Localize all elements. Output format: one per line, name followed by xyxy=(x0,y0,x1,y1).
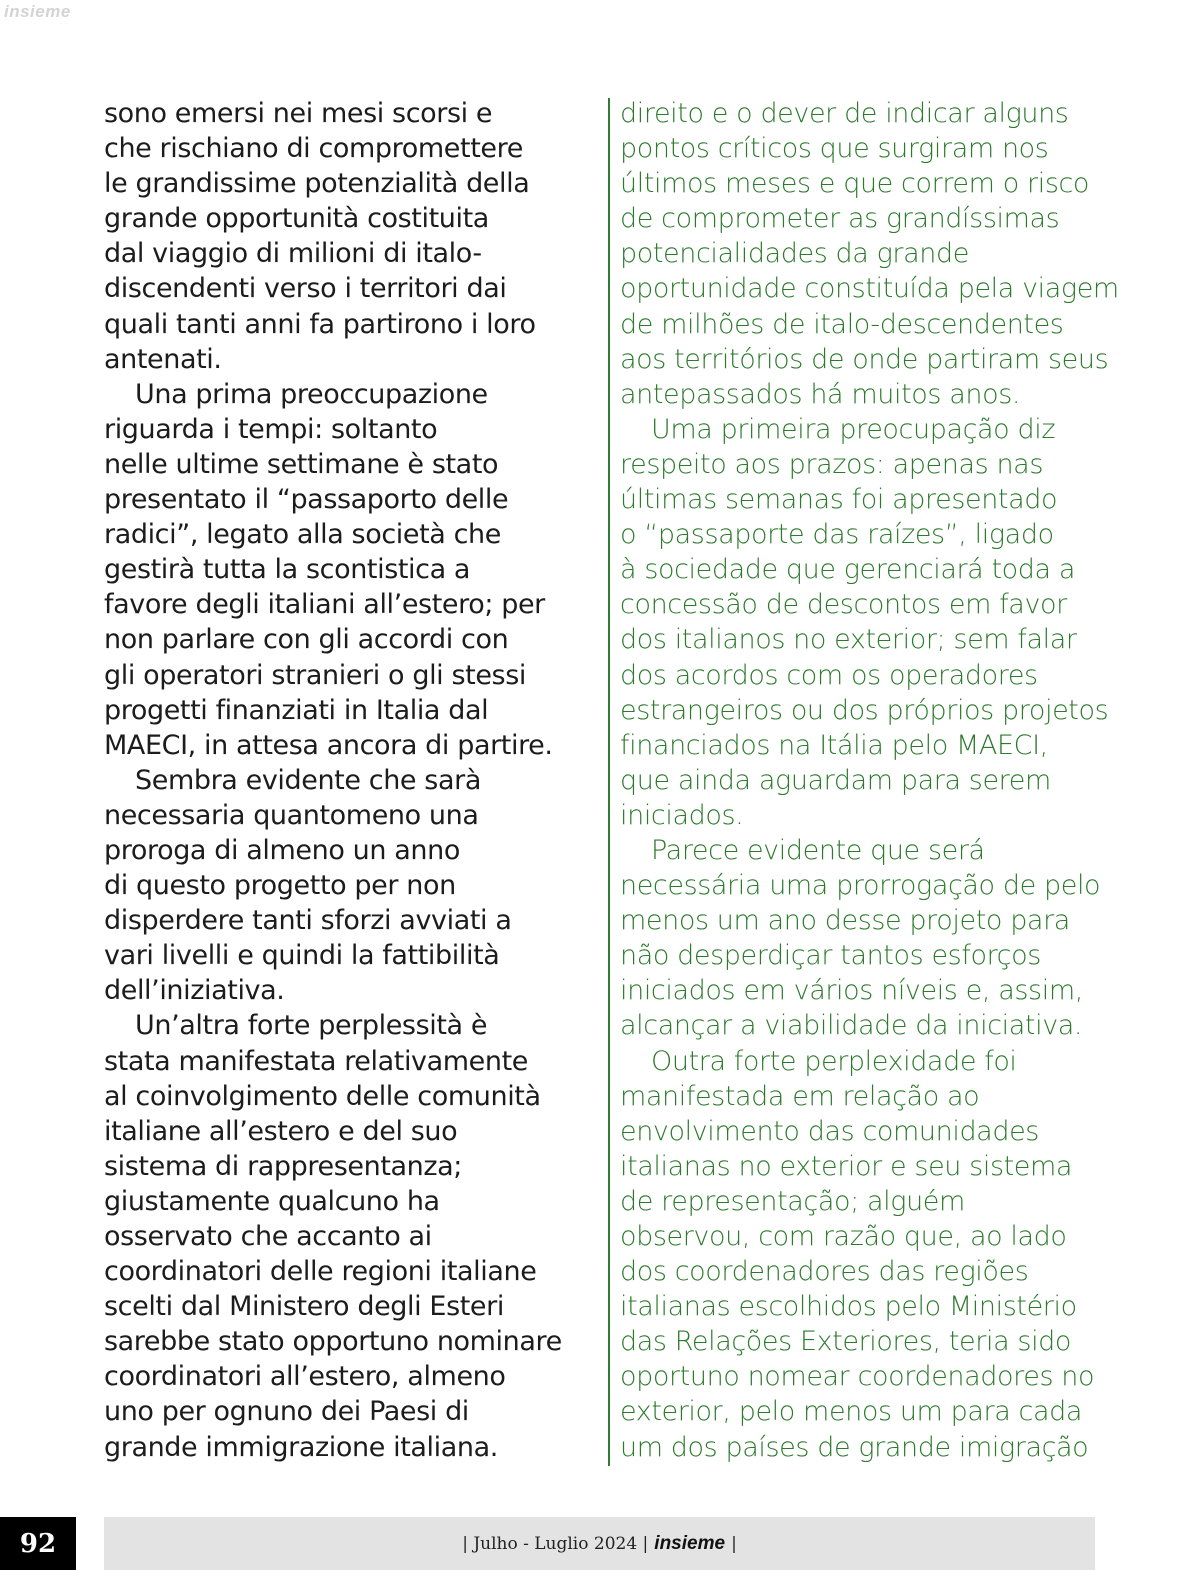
text-line: últimas semanas foi apresentado xyxy=(620,484,1058,516)
text-line: últimos meses e que correm o risco xyxy=(620,168,1090,200)
text-line: alcançar a viabilidade da iniciativa. xyxy=(620,1010,1083,1042)
paragraph-start-line: Un’altra forte perplessità è xyxy=(135,1010,488,1042)
text-line: exterior, pelo menos um para cada xyxy=(620,1396,1083,1428)
text-line: iniciados. xyxy=(620,799,744,831)
text-line: à sociedade que gerenciará toda a xyxy=(620,554,1076,586)
text-line: giustamente qualcuno ha xyxy=(104,1185,440,1217)
text-line: quali tanti anni fa partirono i loro xyxy=(104,308,536,340)
paragraph-start-line: Sembra evidente che sarà xyxy=(135,764,481,796)
footer-bar xyxy=(104,1517,1095,1570)
text-line: al coinvolgimento delle comunità xyxy=(104,1080,541,1112)
text-line: le grandissime potenzialità della xyxy=(104,168,530,200)
text-line: italianas no exterior e seu sistema xyxy=(620,1150,1073,1182)
text-line: vari livelli e quindi la fattibilità xyxy=(104,940,500,972)
text-line: direito e o dever de indicar alguns xyxy=(620,98,1069,129)
text-line: presentato il “passaporto delle xyxy=(104,484,509,516)
text-line: o “passaporte das raízes”, ligado xyxy=(620,519,1054,551)
text-line: manifestada em relação ao xyxy=(620,1080,980,1112)
text-line: dos coordenadores das regiões xyxy=(620,1256,1029,1288)
text-line: italianas escolhidos pelo Ministério xyxy=(620,1291,1077,1323)
text-line: respeito aos prazos: apenas nas xyxy=(620,448,1043,480)
text-line: che rischiano di compromettere xyxy=(104,133,523,165)
text-line: italiane all’estero e del suo xyxy=(104,1115,458,1147)
text-line: coordinatori all’estero, almeno xyxy=(104,1361,506,1393)
text-line: dell’iniziativa. xyxy=(104,975,285,1007)
text-line: sarebbe stato opportuno nominare xyxy=(104,1326,562,1358)
text-line: das Relações Exteriores, teria sido xyxy=(620,1326,1072,1358)
paragraph-start-line: Parece evidente que será xyxy=(651,834,985,866)
text-line: progetti finanziati in Italia dal xyxy=(104,694,489,726)
paragraph-start-line: Una prima preoccupazione xyxy=(135,378,488,410)
text-line: uno per ognuno dei Paesi di xyxy=(104,1396,469,1428)
text-line: riguarda i tempi: soltanto xyxy=(104,413,438,445)
text-line: envolvimento das comunidades xyxy=(620,1115,1039,1147)
paragraph-start-line: Outra forte perplexidade foi xyxy=(651,1045,1017,1077)
text-line: de representação; alguém xyxy=(620,1185,965,1217)
text-line: proroga di almeno un anno xyxy=(104,834,460,866)
text-line: que ainda aguardam para serem xyxy=(620,764,1051,796)
text-line: gli operatori stranieri o gli stessi xyxy=(104,659,526,691)
text-line: financiados na Itália pelo MAECI, xyxy=(620,729,1048,761)
watermark-logo: insieme xyxy=(4,2,71,21)
text-line: de comprometer as grandíssimas xyxy=(620,203,1060,235)
text-line: observou, com razão que, ao lado xyxy=(620,1221,1067,1252)
brand-logo: insieme xyxy=(654,1532,726,1554)
text-line: estrangeiros ou dos próprios projetos xyxy=(620,694,1109,726)
text-line: necessária uma prorrogação de pelo xyxy=(620,870,1101,902)
text-line: necessaria quantomeno una xyxy=(104,799,479,831)
text-line: non parlare con gli accordi con xyxy=(104,624,509,656)
text-line: não desperdiçar tantos esforços xyxy=(620,940,1041,972)
text-line: discendenti verso i territori dai xyxy=(104,273,507,305)
text-line: menos um ano desse projeto para xyxy=(620,905,1070,937)
text-line: concessão de descontos em favor xyxy=(620,589,1067,621)
issue-date: | Julho - Luglio 2024 | xyxy=(462,1533,649,1554)
text-line: potencialidades da grande xyxy=(620,238,969,270)
text-line: grande immigrazione italiana. xyxy=(104,1431,498,1463)
text-line: de milhões de italo-descendentes xyxy=(620,308,1064,340)
paragraph-start-line: Uma primeira preocupação diz xyxy=(651,413,1056,445)
text-line: dos italianos no exterior; sem falar xyxy=(620,624,1077,656)
text-line: MAECI, in attesa ancora di partire. xyxy=(104,729,553,761)
text-line: favore degli italiani all’estero; per xyxy=(104,589,545,621)
portuguese-column xyxy=(620,96,1119,1465)
text-line: sistema di rappresentanza; xyxy=(104,1150,462,1182)
text-line: um dos países de grande imigração xyxy=(620,1431,1089,1463)
text-line: radici”, legato alla società che xyxy=(104,519,501,551)
footer-separator: | xyxy=(731,1533,737,1554)
text-line: dal viaggio di milioni di italo- xyxy=(104,238,482,270)
text-line: pontos críticos que surgiram nos xyxy=(620,133,1049,165)
text-line: antepassados há muitos anos. xyxy=(620,378,1021,410)
text-line: oportunidade constituída pela viagem xyxy=(620,273,1119,305)
text-line: coordinatori delle regioni italiane xyxy=(104,1256,537,1288)
text-line: gestirà tutta la scontistica a xyxy=(104,554,471,586)
text-line: sono emersi nei mesi scorsi e xyxy=(104,98,493,129)
text-line: disperdere tanti sforzi avviati a xyxy=(104,905,512,937)
column-divider xyxy=(608,98,610,1466)
page-number: 92 xyxy=(0,1517,76,1570)
text-line: nelle ultime settimane è stato xyxy=(104,448,499,480)
text-line: dos acordos com os operadores xyxy=(620,659,1038,691)
text-line: di questo progetto per non xyxy=(104,870,456,902)
text-line: grande opportunità costituita xyxy=(104,203,489,235)
text-line: iniciados em vários níveis e, assim, xyxy=(620,975,1083,1007)
text-line: antenati. xyxy=(104,343,222,375)
text-line: scelti dal Ministero degli Esteri xyxy=(104,1291,504,1323)
text-line: oportuno nomear coordenadores no xyxy=(620,1361,1095,1393)
text-line: stata manifestata relativamente xyxy=(104,1045,529,1077)
text-line: osservato che accanto ai xyxy=(104,1221,432,1252)
text-line: aos territórios de onde partiram seus xyxy=(620,343,1109,375)
italian-column xyxy=(104,96,594,1465)
